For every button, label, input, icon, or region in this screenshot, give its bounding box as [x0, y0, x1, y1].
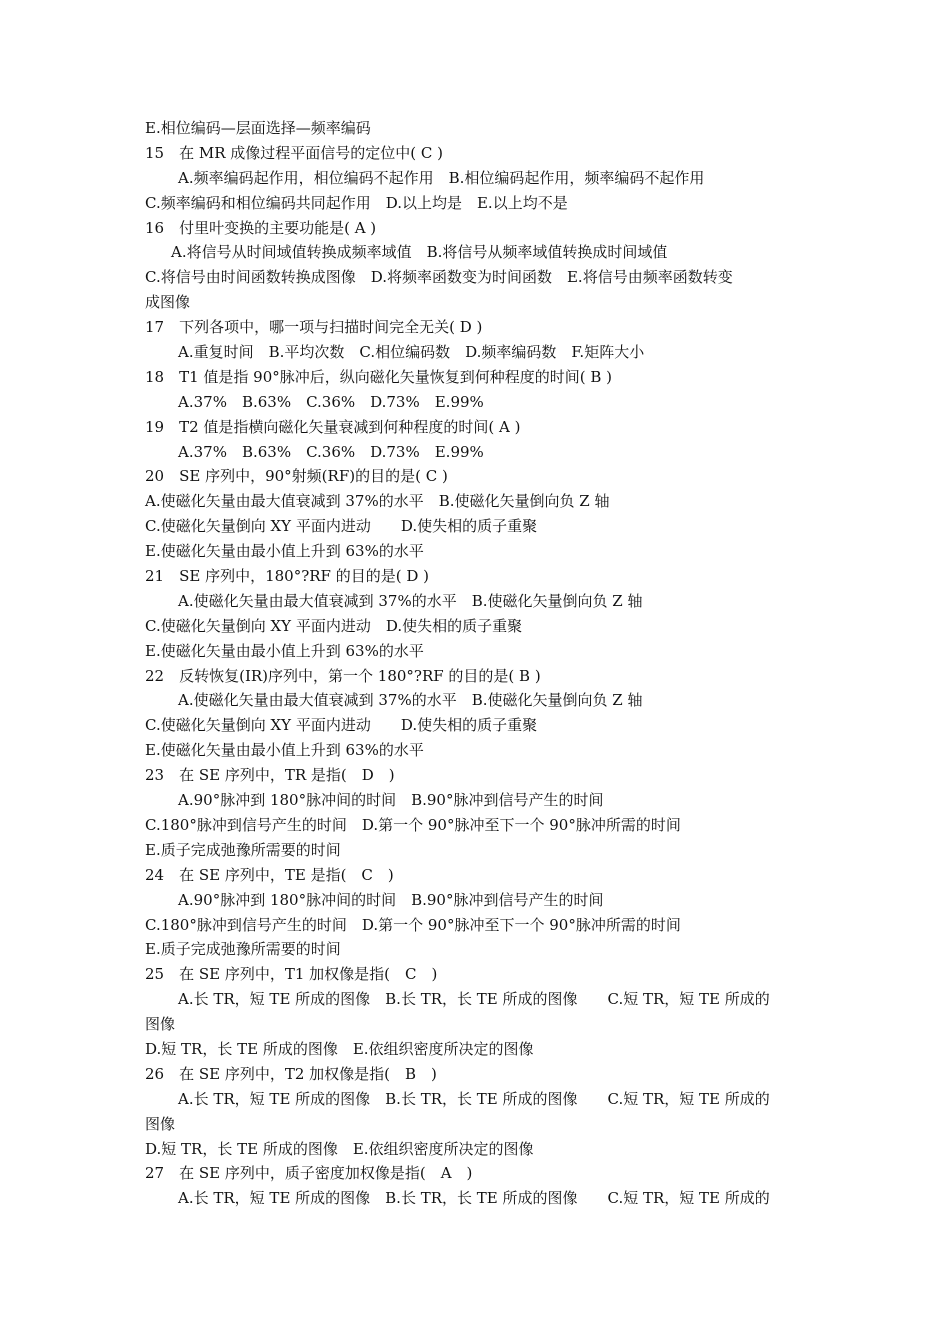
text-line: A.90°脉冲到 180°脉冲间的时间 B.90°脉冲到信号产生的时间 [178, 791, 604, 810]
text-line: C.将信号由时间函数转换成图像 D.将频率函数变为时间函数 E.将信号由频率函数转变 [145, 268, 733, 287]
text-line: C.180°脉冲到信号产生的时间 D.第一个 90°脉冲至下一个 90°脉冲所需的时间 [145, 915, 681, 934]
text-line: 19 T2 值是指横向磁化矢量衰减到何种程度的时间( A ) [145, 417, 521, 436]
text-line: C.使磁化矢量倒向 XY 平面内进动 D.使失相的质子重聚 [145, 616, 523, 635]
text-line: 图像 [145, 1114, 176, 1133]
text-line: A.37% B.63% C.36% D.73% E.99% [178, 392, 484, 411]
text-line: A.90°脉冲到 180°脉冲间的时间 B.90°脉冲到信号产生的时间 [178, 890, 604, 909]
text-line: E.相位编码—层面选择—频率编码 [145, 119, 371, 137]
text-line: 26 在 SE 序列中，T2 加权像是指( B ) [145, 1064, 437, 1083]
text-line: A.长 TR，短 TE 所成的图像 B.长 TR，长 TE 所成的图像 C.短 TR，短 TE 所成的 [178, 1189, 770, 1208]
document-body [145, 116, 815, 1211]
text-line: A.使磁化矢量由最大值衰减到 37%的水平 B.使磁化矢量倒向负 Z 轴 [178, 691, 643, 710]
text-line: A.37% B.63% C.36% D.73% E.99% [178, 442, 484, 461]
text-line: E.质子完成弛豫所需要的时间 [145, 940, 341, 959]
text-line: A.频率编码起作用，相位编码不起作用 B.相位编码起作用，频率编码不起作用 [178, 168, 705, 187]
text-line: C.使磁化矢量倒向 XY 平面内进动 D.使失相的质子重聚 [145, 517, 538, 536]
text-line: 18 T1 值是指 90°脉冲后，纵向磁化矢量恢复到何种程度的时间( B ) [145, 367, 613, 386]
text-line: 15 在 MR 成像过程平面信号的定位中( C ) [145, 143, 443, 162]
text-line: A.将信号从时间域值转换成频率域值 B.将信号从频率域值转换成时间域值 [171, 243, 668, 262]
text-line: D.短 TR，长 TE 所成的图像 E.依组织密度所决定的图像 [145, 1039, 534, 1058]
text-line: A.使磁化矢量由最大值衰减到 37%的水平 B.使磁化矢量倒向负 Z 轴 [145, 492, 610, 511]
text-line: E.质子完成弛豫所需要的时间 [145, 840, 341, 859]
text-line: E.使磁化矢量由最小值上升到 63%的水平 [145, 741, 424, 760]
text-line: 25 在 SE 序列中，T1 加权像是指( C ) [145, 965, 438, 984]
text-line: D.短 TR，长 TE 所成的图像 E.依组织密度所决定的图像 [145, 1139, 534, 1158]
text-line: E.使磁化矢量由最小值上升到 63%的水平 [145, 542, 424, 561]
text-line: 23 在 SE 序列中，TR 是指( D ) [145, 766, 395, 785]
text-line: A.使磁化矢量由最大值衰减到 37%的水平 B.使磁化矢量倒向负 Z 轴 [178, 591, 643, 610]
text-line: 16 付里叶变换的主要功能是( A ) [145, 218, 377, 237]
text-line: A.重复时间 B.平均次数 C.相位编码数 D.频率编码数 F.矩阵大小 [178, 343, 645, 362]
text-line: C.使磁化矢量倒向 XY 平面内进动 D.使失相的质子重聚 [145, 716, 538, 735]
text-line: E.使磁化矢量由最小值上升到 63%的水平 [145, 641, 424, 660]
text-line: A.长 TR，短 TE 所成的图像 B.长 TR，长 TE 所成的图像 C.短 TR，短 TE 所成的 [178, 990, 770, 1009]
text-line: 20 SE 序列中，90°射频(RF)的目的是( C ) [145, 467, 448, 486]
text-line: 24 在 SE 序列中，TE 是指( C ) [145, 865, 394, 884]
text-line: 17 下列各项中，哪一项与扫描时间完全无关( D ) [145, 318, 483, 337]
text-line: A.长 TR，短 TE 所成的图像 B.长 TR，长 TE 所成的图像 C.短 TR，短 TE 所成的 [178, 1089, 770, 1108]
text-line: C.频率编码和相位编码共同起作用 D.以上均是 E.以上均不是 [145, 193, 568, 212]
text-line: 图像 [145, 1015, 176, 1034]
text-line: 成图像 [145, 293, 191, 312]
text-line: 21 SE 序列中，180°?RF 的目的是( D ) [145, 567, 429, 586]
text-line: C.180°脉冲到信号产生的时间 D.第一个 90°脉冲至下一个 90°脉冲所需的时间 [145, 815, 681, 834]
text-line: 27 在 SE 序列中，质子密度加权像是指( A ) [145, 1164, 473, 1183]
text-line: 22 反转恢复(IR)序列中，第一个 180°?RF 的目的是( B ) [145, 666, 541, 685]
